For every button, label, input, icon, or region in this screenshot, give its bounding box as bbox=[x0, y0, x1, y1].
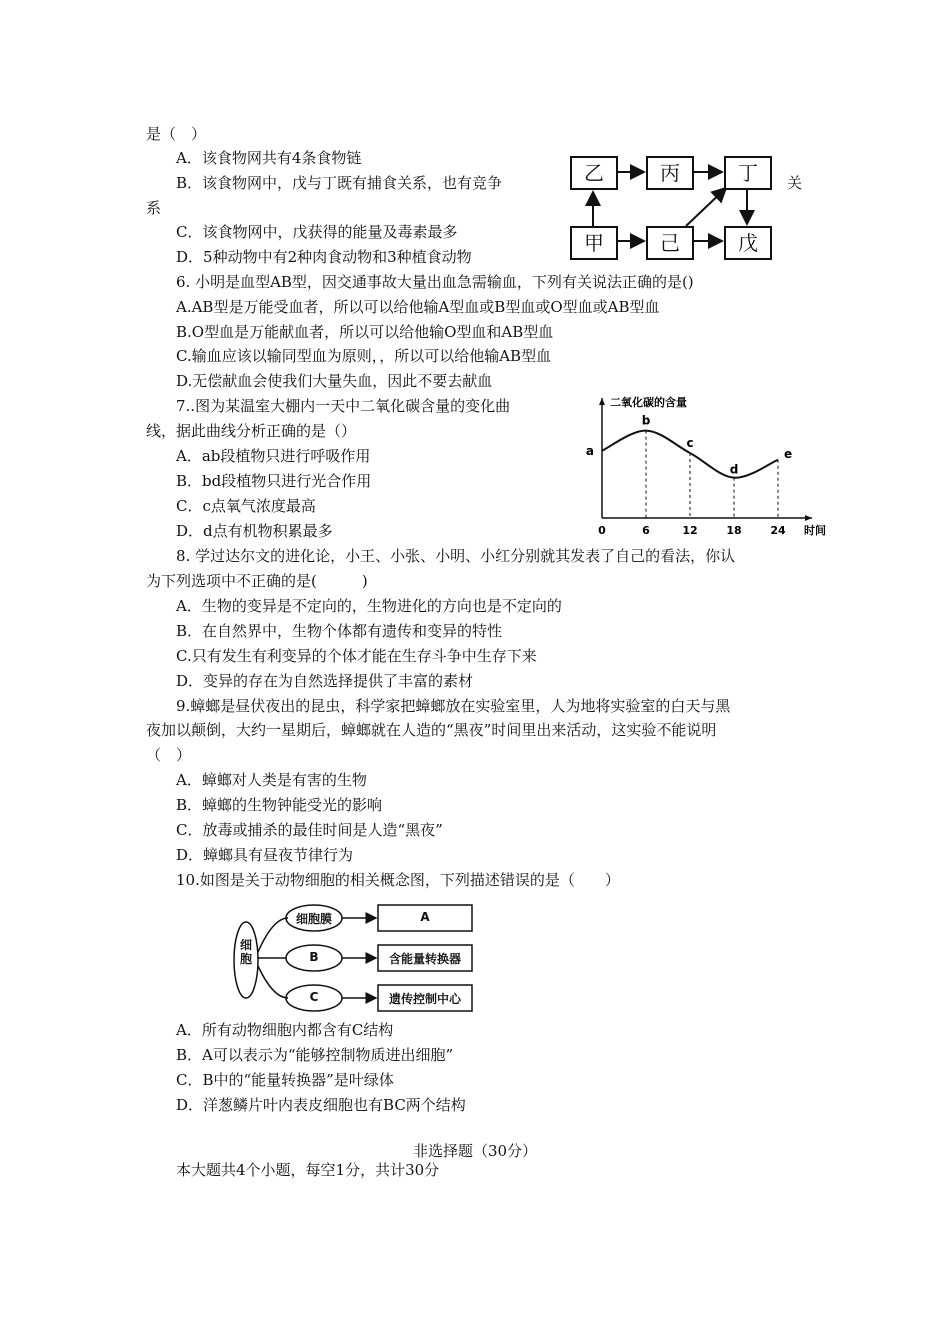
point-label-a: a bbox=[585, 443, 594, 458]
q7-option-b: B．bd段植物只进行光合作用 bbox=[176, 472, 372, 490]
node-membrane-label: 细胞膜 bbox=[295, 912, 332, 926]
node-bing: 丙 bbox=[646, 156, 694, 190]
node-ding: 丁 bbox=[724, 156, 772, 190]
branch-line-3 bbox=[258, 966, 288, 998]
node-b-label: B bbox=[309, 950, 319, 964]
q5-option-b-cont: 系 bbox=[146, 199, 162, 217]
q6-option-b: B.O型血是万能献血者，所以可以给他输O型血和AB型血 bbox=[176, 323, 554, 341]
x-axis-label: 时间 bbox=[804, 524, 826, 537]
arrow-ji-ding bbox=[686, 188, 726, 226]
q5-option-d: D．5种动物中有2种肉食动物和3种植食动物 bbox=[176, 248, 472, 266]
concept-map bbox=[228, 900, 488, 1016]
q6-stem: 6. 小明是血型AB型，因交通事故大量出血急需输血，下列有关说法正确的是() bbox=[176, 273, 694, 291]
q6-option-c: C.输血应该以输同型血为原则，，所以可以给他输AB型血 bbox=[176, 347, 552, 365]
q7-stem: 7..图为某温室大棚内一天中二氧化碳含量的变化曲 bbox=[176, 397, 511, 415]
node-ji: 己 bbox=[646, 226, 694, 260]
root-label: 细胞 bbox=[239, 938, 252, 966]
q7-stem-cont: 线，据此曲线分析正确的是（） bbox=[146, 422, 357, 440]
q9-stem-cont: 夜加以颠倒，大约一星期后，蟑螂就在人造的“黑夜”时间里出来活动，这实验不能说明 bbox=[146, 721, 717, 739]
node-c-label: C bbox=[309, 990, 319, 1004]
y-axis-arrow bbox=[599, 398, 605, 405]
target-a-label: A bbox=[420, 910, 430, 924]
point-label-b: b bbox=[641, 413, 651, 428]
q10-option-d: D．洋葱鳞片叶内表皮细胞也有BC两个结构 bbox=[176, 1096, 466, 1114]
q9-option-c: C．放毒或捕杀的最佳时间是人造“黑夜” bbox=[176, 821, 443, 839]
q7-option-d: D．d点有机物积累最多 bbox=[176, 522, 333, 540]
q10-option-a: A．所有动物细胞内都含有C结构 bbox=[176, 1021, 394, 1039]
food-web-diagram bbox=[560, 148, 780, 268]
q8-option-b: B．在自然界中，生物个体都有遗传和变异的特性 bbox=[176, 622, 503, 640]
q9-option-d: D．蟑螂具有昼夜节律行为 bbox=[176, 846, 354, 864]
x-tick-24: 24 bbox=[770, 524, 786, 537]
q9-option-b: B．蟑螂的生物钟能受光的影响 bbox=[176, 796, 383, 814]
co2-chart bbox=[580, 390, 840, 540]
q9-option-a: A．蟑螂对人类是有害的生物 bbox=[176, 771, 367, 789]
q5-option-a: A．该食物网共有4条食物链 bbox=[176, 149, 362, 167]
point-label-c: c bbox=[686, 436, 694, 451]
q8-stem-cont: 为下列选项中不正确的是( ) bbox=[146, 572, 368, 590]
point-label-d: d bbox=[729, 462, 739, 477]
q5-option-c: C．该食物网中，戊获得的能量及毒素最多 bbox=[176, 223, 458, 241]
q8-option-a: A．生物的变异是不定向的，生物进化的方向也是不定向的 bbox=[176, 597, 562, 615]
q8-option-c: C.只有发生有利变异的个体才能在生存斗争中生存下来 bbox=[176, 647, 537, 665]
branch-line-1 bbox=[258, 918, 288, 952]
node-wu: 戊 bbox=[724, 226, 772, 260]
q10-stem: 10.如图是关于动物细胞的相关概念图，下列描述错误的是（ ） bbox=[176, 871, 620, 889]
chart-title: 二氧化碳的含量 bbox=[610, 396, 687, 409]
q6-option-a: A.AB型是万能受血者，所以可以给他输A型血或B型血或O型血或AB型血 bbox=[176, 298, 660, 316]
point-label-e: e bbox=[784, 446, 793, 461]
node-yi: 乙 bbox=[570, 156, 618, 190]
q8-option-d: D．变异的存在为自然选择提供了丰富的素材 bbox=[176, 672, 474, 690]
q9-paren: （ ） bbox=[146, 746, 192, 764]
section-note: 本大题共4个小题，每空1分，共计30分 bbox=[176, 1161, 440, 1179]
q10-option-b: B．A可以表示为“能够控制物质进出细胞” bbox=[176, 1046, 454, 1064]
x-tick-18: 18 bbox=[726, 524, 742, 537]
x-axis-arrow bbox=[805, 515, 812, 521]
q7-option-c: C．c点氧气浓度最高 bbox=[176, 497, 316, 515]
line-q5-tail: 是（ ） bbox=[146, 125, 207, 143]
q6-option-d: D.无偿献血会使我们大量失血，因此不要去献血 bbox=[176, 372, 493, 390]
section-title: 非选择题（30分） bbox=[412, 1142, 538, 1160]
q7-option-a: A．ab段植物只进行呼吸作用 bbox=[176, 447, 371, 465]
x-tick-0: 0 bbox=[598, 524, 606, 537]
target-control-label: 遗传控制中心 bbox=[388, 992, 461, 1006]
q5-option-b: B．该食物网中，戊与丁既有捕食关系，也有竞争 bbox=[176, 174, 503, 192]
x-tick-12: 12 bbox=[682, 524, 698, 537]
q9-stem: 9.蟑螂是昼伏夜出的昆虫，科学家把蟑螂放在实验室里，人为地将实验室的白天与黑 bbox=[176, 697, 731, 715]
q10-option-c: C．B中的“能量转换器”是叶绿体 bbox=[176, 1071, 394, 1089]
target-energy-label: 含能量转换器 bbox=[388, 952, 461, 966]
q5-option-b-tail: 关 bbox=[787, 174, 803, 192]
q8-stem: 8. 学过达尔文的进化论，小王、小张、小明、小红分别就其发表了自己的看法，你认 bbox=[176, 547, 736, 565]
x-tick-6: 6 bbox=[642, 524, 650, 537]
node-jia: 甲 bbox=[570, 226, 618, 260]
